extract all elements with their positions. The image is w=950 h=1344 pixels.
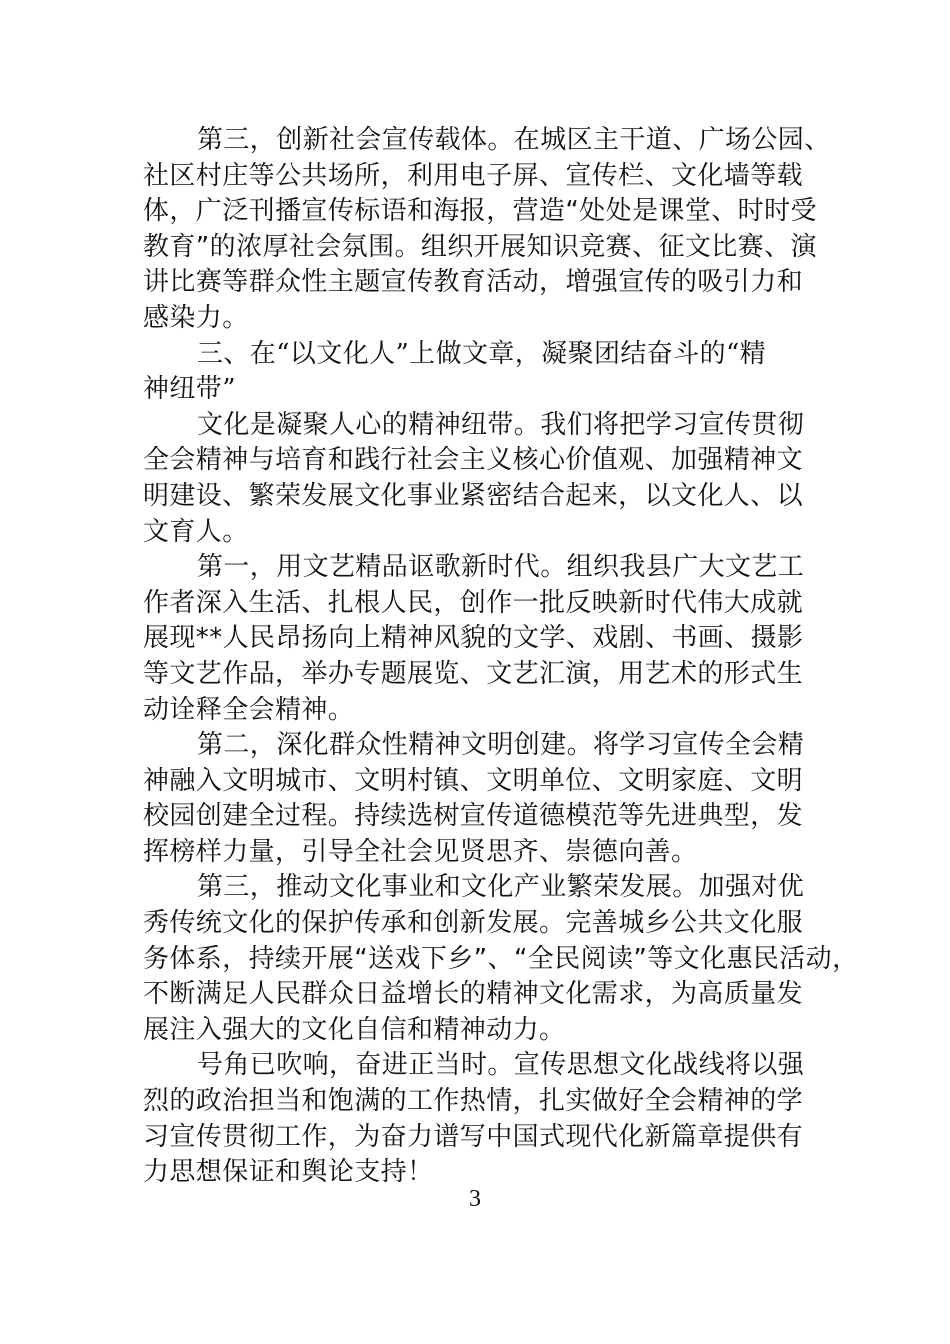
paragraph-culture-intro <box>143 408 823 550</box>
text-line: 社区村庄等公共场所，利用电子屏、宣传栏、文化墙等载 <box>143 160 804 191</box>
text-line: 讲比赛等群众性主题宣传教育活动，增强宣传的吸引力和 <box>143 267 804 298</box>
paragraph-third-industry <box>143 870 859 1048</box>
text-line: 号角已吹响，奋进正当时。宣传思想文化战线将以强 <box>197 1050 805 1081</box>
text-line: 动诠释全会精神。 <box>143 694 355 725</box>
paragraph-conclusion <box>143 1048 823 1190</box>
text-line: 第二，深化群众性精神文明创建。将学习宣传全会精 <box>197 730 805 761</box>
text-line: 秀传统文化的保护传承和创新发展。完善城乡公共文化服 <box>143 908 804 939</box>
paragraph-innovate-carriers <box>143 123 831 337</box>
section-heading-three <box>143 337 823 408</box>
text-line: 等文艺作品，举办专题展览、文艺汇演，用艺术的形式生 <box>143 658 804 689</box>
text-line: 烈的政治担当和饱满的工作热情，扎实做好全会精神的学 <box>143 1086 804 1117</box>
text-line: 神融入文明城市、文明村镇、文明单位、文明家庭、文明 <box>143 765 804 796</box>
text-line: 教育”的浓厚社会氛围。组织开展知识竞赛、征文比赛、演 <box>143 231 817 262</box>
text-line: 挥榜样力量，引导全社会见贤思齐、崇德向善。 <box>143 836 698 867</box>
text-line: 感染力。 <box>143 302 249 333</box>
text-line: 力思想保证和舆论支持！ <box>143 1157 434 1188</box>
paragraph-second-civilization <box>143 728 823 870</box>
text-line: 不断满足人民群众日益增长的精神文化需求，为高质量发 <box>143 979 804 1010</box>
text-line: 第三，推动文化事业和文化产业繁荣发展。加强对优 <box>197 872 805 903</box>
heading-line: 神纽带” <box>143 374 236 405</box>
page-number: 3 <box>469 1186 481 1212</box>
text-line: 全会精神与培育和践行社会主义核心价值观、加强精神文 <box>143 445 804 476</box>
heading-line: 三、在“以文化人”上做文章，凝聚团结奋斗的“精 <box>197 338 767 369</box>
text-line: 文育人。 <box>143 516 249 547</box>
text-line: 习宣传贯彻工作，为奋力谱写中国式现代化新篇章提供有 <box>143 1121 804 1152</box>
text-line: 展现**人民昂扬向上精神风貌的文学、戏剧、书画、摄影 <box>143 623 804 654</box>
text-line: 明建设、繁荣发展文化事业紧密结合起来，以文化人、以 <box>143 480 804 511</box>
text-line: 展注入强大的文化自信和精神动力。 <box>143 1014 566 1045</box>
document-body <box>143 123 859 1191</box>
text-line: 作者深入生活、扎根人民，创作一批反映新时代伟大成就 <box>143 587 804 618</box>
text-line: 校园创建全过程。持续选树宣传道德模范等先进典型，发 <box>143 801 804 832</box>
text-line: 体，广泛刊播宣传标语和海报，营造“处处是课堂、时时受 <box>143 196 817 227</box>
text-line: 文化是凝聚人心的精神纽带。我们将把学习宣传贯彻 <box>197 409 805 440</box>
text-line: 第三，创新社会宣传载体。在城区主干道、广场公园、 <box>197 125 831 155</box>
text-line: 第一，用文艺精品讴歌新时代。组织我县广大文艺工 <box>197 552 805 583</box>
text-line: 务体系，持续开展“送戏下乡”、“全民阅读”等文化惠民活动， <box>143 943 859 974</box>
paragraph-first-arts <box>143 550 823 728</box>
